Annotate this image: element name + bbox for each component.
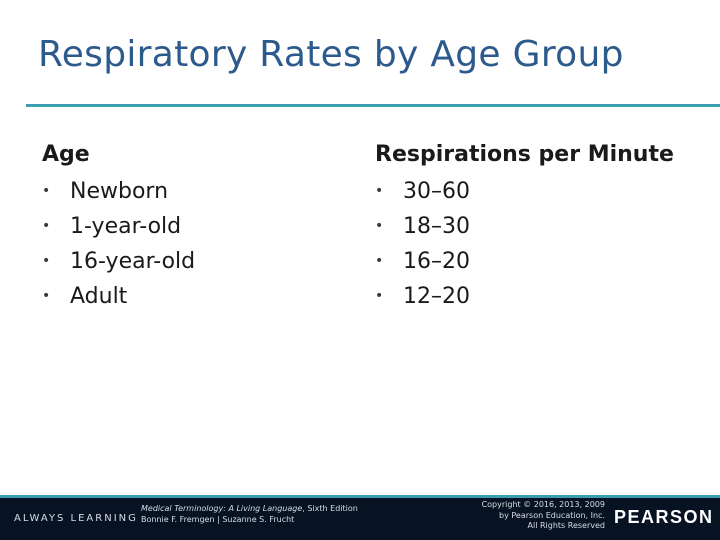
age-item — [42, 174, 195, 209]
bullet-icon: • — [42, 183, 51, 199]
age-label: 16-year-old — [70, 249, 196, 274]
respiration-column — [375, 140, 674, 314]
footer-bar — [0, 495, 720, 540]
book-edition: , Sixth Edition — [302, 504, 358, 513]
age-label: Adult — [70, 284, 128, 309]
respiration-heading: Respirations per Minute — [375, 142, 674, 167]
copyright-notice — [455, 500, 605, 532]
respiration-item — [375, 209, 674, 244]
copyright-line: All Rights Reserved — [527, 521, 605, 530]
bullet-icon: • — [375, 218, 384, 234]
age-item — [42, 209, 195, 244]
respiration-value: 30–60 — [403, 179, 470, 204]
bullet-icon: • — [42, 218, 51, 234]
age-column — [42, 140, 195, 314]
bullet-icon: • — [42, 253, 51, 269]
copyright-line: by Pearson Education, Inc. — [499, 510, 605, 520]
footer-divider — [0, 495, 720, 498]
age-heading: Age — [42, 142, 90, 167]
respiration-item — [375, 174, 674, 209]
slide-title: Respiratory Rates by Age Group — [38, 34, 624, 75]
respiration-item — [375, 244, 674, 279]
respiration-value: 16–20 — [403, 249, 470, 274]
respiration-value: 12–20 — [403, 284, 470, 309]
age-label: 1-year-old — [70, 214, 182, 239]
respiration-value: 18–30 — [403, 214, 470, 239]
pearson-logo: PEARSON — [614, 507, 714, 527]
book-authors: Bonnie F. Fremgen | Suzanne S. Frucht — [141, 515, 295, 524]
age-item — [42, 244, 195, 279]
bullet-icon: • — [375, 253, 384, 269]
copyright-line: Copyright © 2016, 2013, 2009 — [481, 500, 605, 509]
age-label: Newborn — [70, 179, 169, 204]
book-citation — [141, 503, 358, 525]
footer-tagline: ALWAYS LEARNING — [14, 513, 138, 524]
bullet-icon: • — [375, 288, 384, 304]
bullet-icon: • — [42, 288, 51, 304]
book-title: Medical Terminology: A Living Language — [141, 504, 303, 513]
title-divider — [26, 104, 720, 107]
respiration-item — [375, 279, 674, 314]
bullet-icon: • — [375, 183, 384, 199]
age-item — [42, 279, 195, 314]
